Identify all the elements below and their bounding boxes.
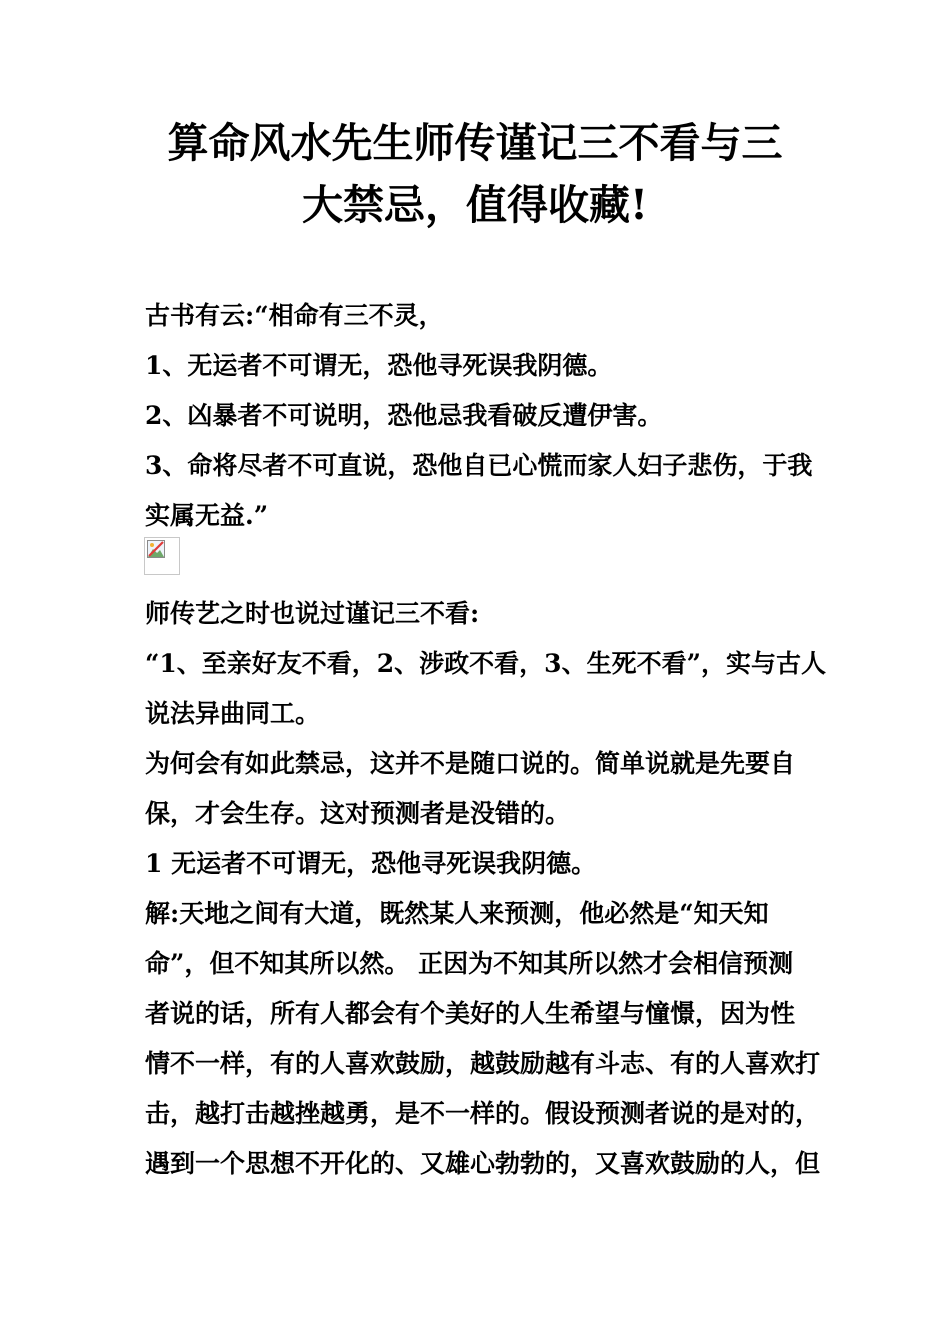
paragraph-line: 2、凶暴者不可说明，恐他忌我看破反遭伊害。 — [145, 401, 663, 430]
paragraph-line: 命”，但不知其所以然。 正因为不知其所以然才会相信预测 — [145, 949, 794, 978]
paragraph-line: “1、至亲好友不看，2、涉政不看，3、生死不看”，实与古人 — [145, 649, 826, 678]
paragraph-line: 击，越打击越挫越勇，是不一样的。假设预测者说的是对的， — [145, 1099, 821, 1128]
paragraph-line: 遇到一个思想不开化的、又雄心勃勃的，又喜欢鼓励的人，但 — [145, 1149, 821, 1178]
paragraph-line: 实属无益.” — [145, 501, 269, 530]
title-line-2: 大禁忌，值得收藏! — [302, 181, 648, 229]
paragraph-line: 保，才会生存。这对预测者是没错的。 — [145, 799, 571, 828]
paragraph-line: 为何会有如此禁忌，这并不是随口说的。简单说就是先要自 — [145, 749, 796, 778]
broken-image-icon — [147, 540, 165, 558]
paragraph-line: 者说的话，所有人都会有个美好的人生希望与憧憬，因为性 — [145, 999, 796, 1028]
paragraph-line: 3、命将尽者不可直说，恐他自已心慌而家人妇子悲伤，于我 — [145, 451, 813, 480]
paragraph-line: 说法异曲同工。 — [145, 699, 321, 728]
document-title — [130, 112, 820, 236]
paragraph-line: 师传艺之时也说过谨记三不看: — [145, 599, 480, 628]
paragraph-line: 古书有云:“相命有三不灵， — [145, 301, 444, 330]
embedded-image — [144, 537, 180, 575]
title-line-1: 算命风水先生师传谨记三不看与三 — [167, 119, 783, 167]
paragraph-line: 情不一样，有的人喜欢鼓励，越鼓励越有斗志、有的人喜欢打 — [145, 1049, 821, 1078]
paragraph-line: 解:天地之间有大道，既然某人来预测，他必然是“知天知 — [145, 899, 769, 928]
paragraph-line: 1、无运者不可谓无，恐他寻死误我阴德。 — [145, 351, 613, 380]
paragraph-line: 1 无运者不可谓无，恐他寻死误我阴德。 — [145, 849, 597, 878]
